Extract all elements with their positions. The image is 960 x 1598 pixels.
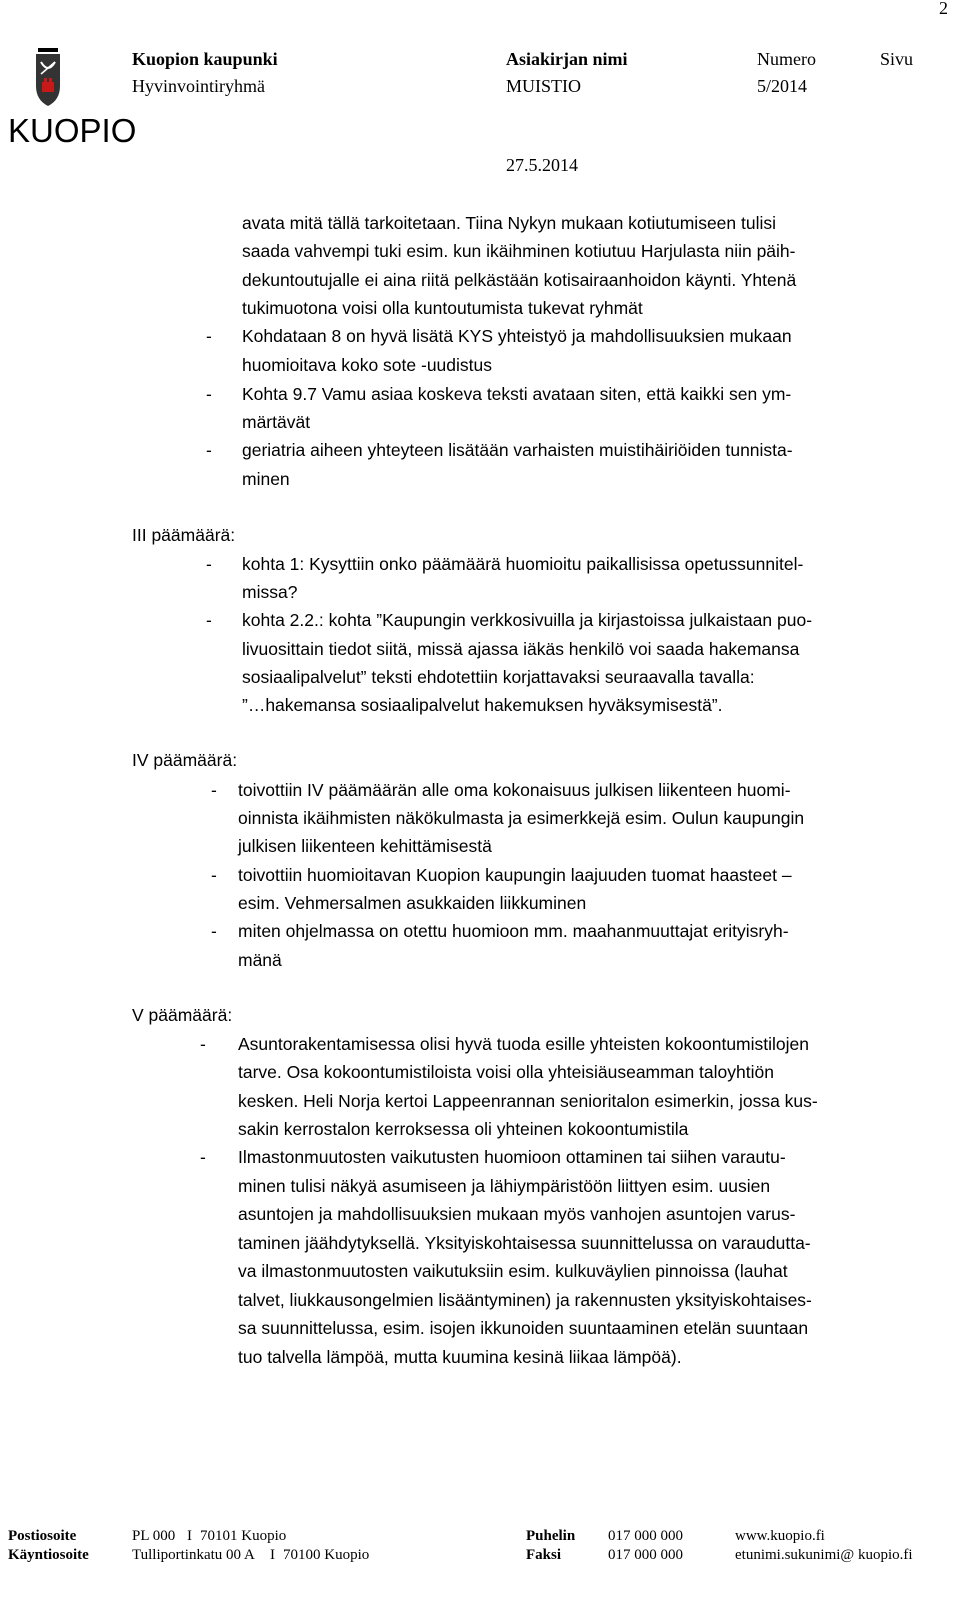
text-line: julkisen liikenteen kehittämisestä [238, 836, 492, 856]
text-line: Kohta 9.7 Vamu asiaa koskeva teksti avataan siten, että kaikki sen ym- [242, 384, 792, 404]
text-line: tuo talvella lämpöä, mutta kuumina kesinä liikaa lämpöä). [238, 1347, 682, 1367]
section-title-iv: IV päämäärä: [132, 750, 238, 770]
visit-label: Käyntiosoite [8, 1547, 89, 1563]
postal-code: 70101 Kuopio [200, 1528, 287, 1544]
email-link[interactable]: etunimi.sukunimi@ kuopio.fi [735, 1547, 913, 1563]
text-line: tukimuotona voisi olla kuntoutumista tukevat ryhmät [242, 298, 643, 318]
text-line: dekuntoutujalle ei aina riitä pelkästään kotisairaanhoidon käynti. Yhtenä [242, 270, 797, 290]
text-line: missa? [242, 582, 298, 602]
bullet-dash: - [200, 1034, 206, 1054]
number-value: 5/2014 [757, 76, 808, 96]
text-line: Ilmastonmuutosten vaikutusten huomioon ottaminen tai siihen varautu- [238, 1147, 786, 1167]
phone-label: Puhelin [526, 1528, 576, 1544]
fax-value: 017 000 000 [608, 1547, 683, 1563]
separator: I [187, 1528, 192, 1544]
text-line: Kohdataan 8 on hyvä lisätä KYS yhteistyö ja mahdollisuuksien mukaan [242, 326, 792, 346]
section-title-v: V päämäärä: [132, 1005, 233, 1025]
bullet-dash: - [200, 1147, 206, 1167]
text-line: saada vahvempi tuki esim. kun ikäihminen kotiutuu Harjulasta niin päih- [242, 241, 796, 261]
bullet-dash: - [206, 384, 212, 404]
bullet-dash: - [211, 865, 217, 885]
page-number: 2 [939, 0, 948, 18]
bullet-dash: - [206, 326, 212, 346]
text-line: va ilmastonmuutosten vaikutuksiin esim. kulkuväylien pinnoissa (lauhat [238, 1261, 788, 1281]
logo-text: KUOPIO [8, 112, 137, 149]
text-line: taminen jäähdytyksellä. Yksityiskohtaisessa suunnittelussa on varauduttа- [238, 1233, 811, 1253]
org-value: Hyvinvointiryhmä [132, 76, 265, 96]
org-label: Kuopion kaupunki [132, 49, 278, 69]
section-title-iii: III päämäärä: [132, 525, 236, 545]
postal-value: PL 000 [132, 1528, 176, 1544]
text-line: livuosittain tiedot siitä, missä ajassa iäkäs henkilö voi saada hakemansa [242, 639, 800, 659]
text-line: sosiaalipalvelut” teksti ehdotettiin korjattavaksi seuraavalla tavalla: [242, 667, 755, 687]
bullet-dash: - [211, 921, 217, 941]
text-line: miten ohjelmassa on otettu huomioon mm. maahanmuuttajat erityisryh- [238, 921, 789, 941]
text-line: tarve. Osa kokoontumistiloista voisi olla yhteisiäuseamman taloyhtiön [238, 1062, 774, 1082]
text-line: minen tulisi näkyä asumiseen ja lähiympäristöön liittyen esim. uusien [238, 1176, 771, 1196]
text-line: Asuntorakentamisessa olisi hyvä tuoda esille yhteisten kokoontumistilojen [238, 1034, 809, 1054]
bullet-dash: - [206, 554, 212, 574]
bullet-dash: - [206, 440, 212, 460]
text-line: toivottiin IV päämäärän alle oma kokonaisuus julkisen liikenteen huomi- [238, 780, 791, 800]
text-line: märtävät [242, 412, 311, 432]
text-line: esim. Vehmersalmen asukkaiden liikkuminen [238, 893, 587, 913]
text-line: minen [242, 469, 290, 489]
text-line: geriatria aiheen yhteyteen lisätään varhaisten muistihäiriöiden tunnista- [242, 440, 793, 460]
date: 27.5.2014 [506, 155, 578, 175]
text-line: asuntojen ja mahdollisuuksien mukaan myös vanhojen asuntojen varus- [238, 1204, 796, 1224]
doc-value: MUISTIO [506, 76, 581, 96]
text-line: avata mitä tällä tarkoitetaan. Tiina Nykyn mukaan kotiutumiseen tulisi [242, 213, 777, 233]
bullet-dash: - [211, 780, 217, 800]
text-line: kohta 1: Kysyttiin onko päämäärä huomioitu paikallisissa opetussunnitel- [242, 554, 804, 574]
visit-value: Tulliportinkatu 00 A [132, 1547, 255, 1563]
page-label: Sivu [880, 49, 914, 69]
bullet-dash: - [206, 610, 212, 630]
text-line: toivottiin huomioitavan Kuopion kaupungin laajuuden tuomat haasteet – [238, 865, 792, 885]
text-line: kohta 2.2.: kohta ”Kaupungin verkkosivuilla ja kirjastoissa julkaistaan puo- [242, 610, 813, 630]
text-line: sakin kerrostalon kerroksessa oli yhteinen kokoontumistila [238, 1119, 689, 1139]
text-line: ”…hakemansa sosiaalipalvelut hakemuksen hyväksymisestä”. [242, 695, 723, 715]
text-line: sa suunnittelussa, esim. isojen ikkunoiden suuntaaminen etelän suuntaan [238, 1318, 809, 1338]
kuopio-coat-of-arms-icon [8, 48, 88, 119]
website-link[interactable]: www.kuopio.fi [735, 1528, 825, 1544]
text-line: oinnista ikäihmisten näkökulmasta ja esimerkkejä esim. Oulun kaupungin [238, 808, 805, 828]
text-line: mänä [238, 950, 282, 970]
text-line: huomioitava koko sote -uudistus [242, 355, 492, 375]
text-line: talvet, liukkausongelmien lisääntyminen) ja rakennusten yksityiskohtaises- [238, 1290, 812, 1310]
postal-label: Postiosoite [8, 1528, 77, 1544]
phone-value: 017 000 000 [608, 1528, 683, 1544]
fax-label: Faksi [526, 1547, 562, 1563]
doc-label: Asiakirjan nimi [506, 49, 628, 69]
separator: I [270, 1547, 275, 1563]
number-label: Numero [757, 49, 816, 69]
visit-code: 70100 Kuopio [283, 1547, 370, 1563]
text-line: kesken. Heli Norja kertoi Lappeenrannan senioritalon esimerkin, jossa kus- [238, 1091, 818, 1111]
